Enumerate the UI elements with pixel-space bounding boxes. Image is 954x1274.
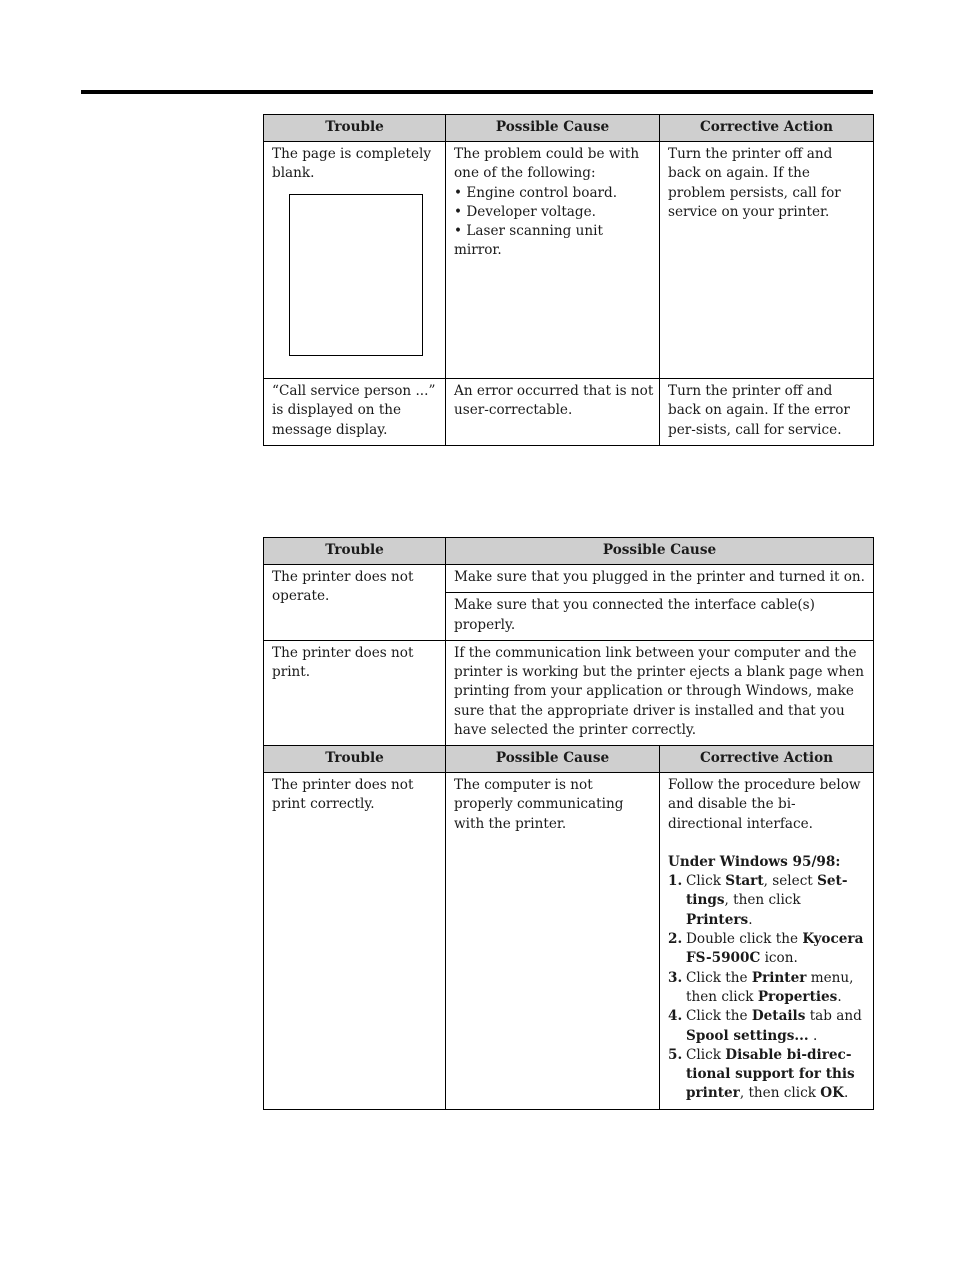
action-cell: Turn the printer off and back on again. If the error per-sists, call for service. xyxy=(660,379,874,446)
column-header-corrective-action: Corrective Action xyxy=(660,115,874,142)
troubleshooting-table-printer-operation xyxy=(263,537,874,746)
cause-intro: The problem could be with one of the following: xyxy=(454,146,640,182)
column-header-trouble: Trouble xyxy=(264,538,446,565)
cause-cell: An error occurred that is not user-correctable. xyxy=(446,379,660,446)
table-row xyxy=(264,773,874,1110)
list-item: • Engine control board. xyxy=(454,184,618,201)
table-header-row xyxy=(264,746,874,773)
table-row xyxy=(264,640,874,745)
cause-cell: If the communication link between your computer and the printer is working but the printer ejects a blank page when printing from your application or through Windows, make sure that the appropriate driver is installed and that you have selected the printer correctly. xyxy=(446,640,874,745)
table-row xyxy=(264,565,874,593)
action-cell xyxy=(660,773,874,1110)
list-item: 4. Click the Details tab and Spool settings... . xyxy=(668,1008,862,1044)
cause-cell xyxy=(446,142,660,379)
cause-list xyxy=(454,184,655,261)
trouble-cell: “Call service person ...” is displayed on the message display. xyxy=(264,379,446,446)
table-row xyxy=(264,142,874,379)
action-intro: Follow the procedure below and disable the bi-directional interface. xyxy=(668,777,861,832)
table-header-row xyxy=(264,115,874,142)
trouble-cell: The printer does not print. xyxy=(264,640,446,745)
cause-cell: Make sure that you connected the interface cable(s) properly. xyxy=(446,593,874,641)
column-header-corrective-action: Corrective Action xyxy=(660,746,874,773)
trouble-text: The page is completely blank. xyxy=(272,146,432,182)
troubleshooting-table-print-quality xyxy=(263,114,874,446)
windows-heading: Under Windows 95/98: xyxy=(668,853,841,870)
cause-cell: Make sure that you plugged in the printer and turned it on. xyxy=(446,565,874,593)
list-item: • Laser scanning unit mirror. xyxy=(454,223,603,259)
trouble-cell: The printer does not print correctly. xyxy=(264,773,446,1110)
list-item: 5. Click Disable bi-direc-tional support for this printer, then click OK. xyxy=(668,1046,855,1102)
list-item: 2. Double click the Kyocera FS-5900C icon. xyxy=(668,931,864,967)
column-header-possible-cause: Possible Cause xyxy=(446,538,874,565)
column-header-possible-cause: Possible Cause xyxy=(446,115,660,142)
trouble-cell xyxy=(264,142,446,379)
column-header-trouble: Trouble xyxy=(264,115,446,142)
troubleshooting-table-bidirectional xyxy=(263,745,874,1110)
column-header-possible-cause: Possible Cause xyxy=(446,746,660,773)
list-item: 1. Click Start, select Set-tings, then click Printers. xyxy=(668,873,848,928)
action-cell: Turn the printer off and back on again. If the problem persists, call for service on your printer. xyxy=(660,142,874,379)
table-row xyxy=(264,379,874,446)
list-item: • Developer voltage. xyxy=(454,203,596,220)
column-header-trouble: Trouble xyxy=(264,746,446,773)
cause-cell: The computer is not properly communicating with the printer. xyxy=(446,773,660,1110)
header-rule xyxy=(81,90,873,94)
trouble-cell: The printer does not operate. xyxy=(264,565,446,641)
procedure-steps xyxy=(668,872,869,1104)
blank-page-illustration xyxy=(289,194,423,356)
list-item: 3. Click the Printer menu, then click Properties. xyxy=(668,969,854,1005)
table-header-row xyxy=(264,538,874,565)
